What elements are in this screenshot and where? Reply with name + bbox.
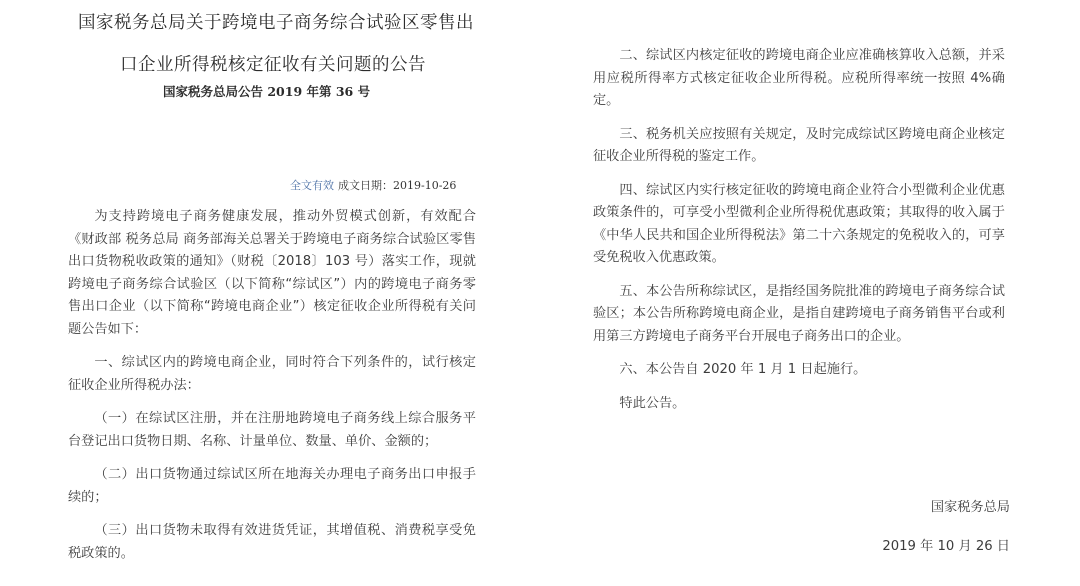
document-number: 国家税务总局公告 2019 年第 36 号 bbox=[163, 84, 371, 99]
paragraph-article-2: 二、综试区内核定征收的跨境电商企业应准确核算收入总额，并采用应税所得率方式核定征收企业所得税。应税所得率统一按照 4%确定。 bbox=[593, 48, 1005, 108]
paragraph-article-1-item-3: （三）出口货物未取得有效进货凭证，其增值税、消费税享受免税政策的。 bbox=[68, 523, 476, 561]
paragraph-closing: 特此公告。 bbox=[619, 395, 686, 411]
validity-status-link[interactable]: 全文有效 bbox=[290, 179, 334, 192]
signature-organization: 国家税务总局 bbox=[930, 500, 1010, 515]
paragraph-preamble: 为支持跨境电子商务健康发展，推动外贸模式创新，有效配合《财政部 税务总局 商务部海关总署关于跨境电子商务综合试验区零售出口货物税收政策的通知》（财税〔2018〕103 号）落实工作，现就跨境电子商务综合试验区（以下简称“综试区”）内的跨境电子商务零售出口企业（以下简称“跨境电商企业”）核定征收企业所得税有关问题公告如下： bbox=[68, 209, 476, 337]
paragraph-article-4: 四、综试区内实行核定征收的跨境电商企业符合小型微利企业优惠政策条件的，可享受小型微利企业所得税优惠政策；其取得的收入属于《中华人民共和国企业所得税法》第二十六条规定的免税收入的，可享受免税收入优惠政策。 bbox=[593, 182, 1005, 265]
issued-date-label: 成文日期： bbox=[338, 179, 393, 192]
issued-date-value: 2019-10-26 bbox=[393, 179, 457, 192]
document-body-right bbox=[593, 45, 1005, 415]
document-title-line2: 口企业所得税核定征收有关问题的公告 bbox=[120, 55, 426, 75]
paragraph-article-1: 一、综试区内的跨境电商企业，同时符合下列条件的，试行核定征收企业所得税办法： bbox=[68, 355, 476, 393]
paragraph-article-1-item-2: （二）出口货物通过综试区所在地海关办理电子商务出口申报手续的； bbox=[68, 467, 476, 505]
document-title-line1: 国家税务总局关于跨境电子商务综合试验区零售出 bbox=[78, 13, 474, 33]
document-meta bbox=[290, 177, 456, 193]
paragraph-article-5: 五、本公告所称综试区，是指经国务院批准的跨境电子商务综合试验区；本公告所称跨境电商企业，是指自建跨境电子商务销售平台或利用第三方跨境电子商务平台开展电子商务出口的企业。 bbox=[593, 283, 1005, 344]
paragraph-article-3: 三、税务机关应按照有关规定，及时完成综试区跨境电商企业核定征收企业所得税的鉴定工作。 bbox=[593, 126, 1005, 164]
document-body-left bbox=[68, 206, 476, 565]
paragraph-article-1-item-1: （一）在综试区注册，并在注册地跨境电子商务线上综合服务平台登记出口货物日期、名称、计量单位、数量、单价、金额的； bbox=[68, 411, 476, 449]
signature-date: 2019 年 10 月 26 日 bbox=[882, 539, 1010, 554]
paragraph-article-6: 六、本公告自 2020 年 1 月 1 日起施行。 bbox=[619, 362, 867, 377]
